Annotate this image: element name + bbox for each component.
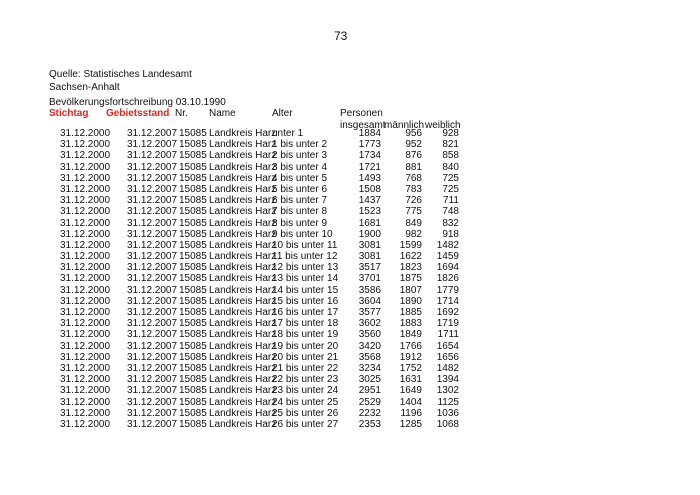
cell-weiblich: 832	[442, 217, 459, 229]
cell-weiblich: 858	[442, 150, 459, 162]
cell-alter: 11 bis unter 12	[272, 251, 338, 263]
cell-stichtag: 31.12.2000	[60, 139, 111, 151]
cell-alter: 6 bis unter 7	[272, 195, 328, 207]
page-number: 73	[334, 29, 348, 43]
cell-alter: 3 bis unter 4	[272, 161, 328, 173]
cell-weiblich: 725	[442, 172, 459, 184]
cell-name: Landkreis Harz	[209, 295, 277, 307]
cell-stichtag: 31.12.2000	[60, 385, 111, 397]
cell-maennlich: 982	[405, 228, 422, 240]
cell-nr: 15085	[179, 329, 207, 341]
cell-nr: 15085	[179, 128, 207, 139]
cell-weiblich: 1302	[436, 385, 459, 397]
table-row	[0, 195, 700, 206]
cell-alter: 21 bis unter 22	[272, 362, 339, 374]
source-note	[49, 68, 192, 94]
cell-maennlich: 952	[405, 139, 422, 151]
cell-weiblich: 1779	[436, 284, 459, 296]
cell-insgesamt: 1884	[358, 128, 381, 139]
cell-alter: 1 bis unter 2	[272, 139, 328, 151]
cell-name: Landkreis Harz	[209, 329, 277, 341]
cell-weiblich: 821	[442, 139, 459, 151]
cell-nr: 15085	[179, 340, 207, 352]
cell-weiblich: 725	[442, 183, 459, 195]
cell-insgesamt: 3602	[358, 318, 381, 330]
cell-name: Landkreis Harz	[209, 351, 277, 363]
cell-stichtag: 31.12.2000	[60, 183, 111, 195]
cell-gebietsstand: 31.12.2007	[127, 228, 178, 240]
cell-gebietsstand: 31.12.2007	[127, 284, 178, 296]
cell-name: Landkreis Harz	[209, 362, 277, 374]
table-body	[0, 128, 700, 430]
cell-stichtag: 31.12.2000	[60, 374, 111, 386]
cell-weiblich: 1459	[436, 251, 459, 263]
table-row	[0, 285, 700, 296]
cell-name: Landkreis Harz	[209, 206, 277, 218]
cell-insgesamt: 2951	[358, 385, 381, 397]
cell-name: Landkreis Harz	[209, 284, 277, 296]
cell-name: Landkreis Harz	[209, 273, 277, 285]
cell-alter: 24 bis unter 25	[272, 396, 339, 408]
cell-name: Landkreis Harz	[209, 385, 277, 397]
cell-stichtag: 31.12.2000	[60, 161, 111, 173]
cell-gebietsstand: 31.12.2007	[127, 172, 178, 184]
cell-insgesamt: 1437	[358, 195, 381, 207]
cell-name: Landkreis Harz	[209, 172, 277, 184]
cell-alter: 9 bis unter 10	[272, 228, 333, 240]
table-row	[0, 273, 700, 284]
table-row	[0, 329, 700, 340]
cell-alter: 22 bis unter 23	[272, 374, 339, 386]
cell-alter: unter 1	[272, 128, 304, 139]
cell-insgesamt: 3081	[358, 239, 381, 251]
table-row	[0, 307, 700, 318]
cell-stichtag: 31.12.2000	[60, 150, 111, 162]
cell-name: Landkreis Harz	[209, 183, 277, 195]
cell-gebietsstand: 31.12.2007	[127, 273, 178, 285]
cell-weiblich: 1068	[436, 418, 459, 430]
cell-nr: 15085	[179, 407, 207, 419]
cell-stichtag: 31.12.2000	[60, 273, 111, 285]
cell-alter: 5 bis unter 6	[272, 183, 328, 195]
header-maennlich: männlich	[384, 119, 425, 131]
cell-gebietsstand: 31.12.2007	[127, 329, 178, 341]
cell-name: Landkreis Harz	[209, 195, 277, 207]
cell-maennlich: 726	[405, 195, 422, 207]
cell-maennlich: 1849	[399, 329, 422, 341]
table-row	[0, 139, 700, 150]
cell-insgesamt: 3517	[358, 262, 381, 274]
table-row	[0, 251, 700, 262]
cell-nr: 15085	[179, 385, 207, 397]
cell-insgesamt: 1773	[358, 139, 381, 151]
cell-name: Landkreis Harz	[209, 340, 277, 352]
cell-maennlich: 1752	[399, 362, 422, 374]
cell-nr: 15085	[179, 418, 207, 430]
cell-nr: 15085	[179, 295, 207, 307]
cell-insgesamt: 3604	[358, 295, 381, 307]
cell-insgesamt: 1721	[358, 161, 381, 173]
cell-maennlich: 775	[405, 206, 422, 218]
cell-alter: 13 bis unter 14	[272, 273, 339, 285]
table-row	[0, 385, 700, 396]
cell-gebietsstand: 31.12.2007	[127, 340, 178, 352]
cell-name: Landkreis Harz	[209, 161, 277, 173]
cell-insgesamt: 1734	[358, 150, 381, 162]
cell-weiblich: 1826	[436, 273, 459, 285]
table-row	[0, 162, 700, 173]
cell-gebietsstand: 31.12.2007	[127, 206, 178, 218]
cell-stichtag: 31.12.2000	[60, 340, 111, 352]
cell-nr: 15085	[179, 284, 207, 296]
header-personen: Personen	[340, 108, 383, 119]
cell-weiblich: 748	[442, 206, 459, 218]
cell-insgesamt: 2232	[358, 407, 381, 419]
cell-weiblich: 1692	[436, 307, 459, 318]
header-alter: Alter	[272, 108, 293, 119]
cell-stichtag: 31.12.2000	[60, 228, 111, 240]
cell-nr: 15085	[179, 396, 207, 408]
cell-stichtag: 31.12.2000	[60, 307, 111, 318]
source-line: Sachsen-Anhalt	[49, 82, 120, 93]
cell-maennlich: 783	[405, 183, 422, 195]
cell-name: Landkreis Harz	[209, 228, 277, 240]
table-row	[0, 296, 700, 307]
cell-nr: 15085	[179, 262, 207, 274]
cell-weiblich: 1656	[436, 351, 459, 363]
table-row	[0, 341, 700, 352]
cell-weiblich: 1711	[437, 329, 459, 341]
cell-stichtag: 31.12.2000	[60, 295, 111, 307]
cell-weiblich: 1394	[436, 374, 459, 386]
header-insgesamt: insgesamt	[340, 119, 386, 131]
cell-weiblich: 1036	[436, 407, 459, 419]
cell-stichtag: 31.12.2000	[60, 217, 111, 229]
cell-insgesamt: 3568	[358, 351, 381, 363]
cell-maennlich: 768	[405, 172, 422, 184]
table-row	[0, 352, 700, 363]
table-row	[0, 408, 700, 419]
cell-name: Landkreis Harz	[209, 251, 277, 263]
header-nr: Nr.	[175, 108, 188, 119]
table-row	[0, 173, 700, 184]
cell-stichtag: 31.12.2000	[60, 407, 111, 419]
cell-name: Landkreis Harz	[209, 307, 277, 318]
cell-alter: 16 bis unter 17	[272, 307, 339, 318]
cell-stichtag: 31.12.2000	[60, 351, 111, 363]
cell-stichtag: 31.12.2000	[60, 418, 111, 430]
cell-alter: 20 bis unter 21	[272, 351, 339, 363]
cell-gebietsstand: 31.12.2007	[127, 385, 178, 397]
cell-maennlich: 1622	[399, 251, 422, 263]
table-row	[0, 128, 700, 139]
cell-stichtag: 31.12.2000	[60, 262, 111, 274]
cell-stichtag: 31.12.2000	[60, 239, 111, 251]
cell-insgesamt: 3560	[358, 329, 381, 341]
cell-stichtag: 31.12.2000	[60, 329, 111, 341]
cell-insgesamt: 1681	[358, 217, 381, 229]
cell-weiblich: 840	[442, 161, 459, 173]
cell-nr: 15085	[179, 217, 207, 229]
cell-insgesamt: 3234	[358, 362, 381, 374]
cell-maennlich: 1404	[399, 396, 422, 408]
cell-gebietsstand: 31.12.2007	[127, 396, 178, 408]
table-row	[0, 184, 700, 195]
cell-alter: 19 bis unter 20	[272, 340, 339, 352]
cell-alter: 15 bis unter 16	[272, 295, 339, 307]
cell-name: Landkreis Harz	[209, 318, 277, 330]
cell-alter: 26 bis unter 27	[272, 418, 339, 430]
cell-maennlich: 881	[405, 161, 422, 173]
cell-maennlich: 1823	[399, 262, 422, 274]
cell-nr: 15085	[179, 374, 207, 386]
cell-insgesamt: 1508	[358, 183, 381, 195]
header-name: Name	[209, 108, 236, 119]
table-row	[0, 374, 700, 385]
cell-alter: 8 bis unter 9	[272, 217, 328, 229]
cell-insgesamt: 3025	[358, 374, 381, 386]
cell-maennlich: 1875	[399, 273, 422, 285]
cell-gebietsstand: 31.12.2007	[127, 183, 178, 195]
cell-stichtag: 31.12.2000	[60, 251, 111, 263]
table-row	[0, 206, 700, 217]
cell-gebietsstand: 31.12.2007	[127, 262, 178, 274]
cell-nr: 15085	[179, 150, 207, 162]
cell-insgesamt: 1493	[358, 172, 381, 184]
cell-alter: 2 bis unter 3	[272, 150, 328, 162]
cell-weiblich: 1714	[436, 295, 459, 307]
cell-nr: 15085	[179, 228, 207, 240]
cell-weiblich: 1719	[436, 318, 459, 330]
cell-nr: 15085	[179, 161, 207, 173]
cell-alter: 14 bis unter 15	[272, 284, 339, 296]
cell-insgesamt: 2529	[358, 396, 381, 408]
cell-name: Landkreis Harz	[209, 217, 277, 229]
table-row	[0, 419, 700, 430]
cell-weiblich: 1694	[436, 262, 459, 274]
cell-gebietsstand: 31.12.2007	[127, 362, 178, 374]
cell-gebietsstand: 31.12.2007	[127, 418, 178, 430]
cell-gebietsstand: 31.12.2007	[127, 251, 178, 263]
cell-nr: 15085	[179, 362, 207, 374]
cell-nr: 15085	[179, 139, 207, 151]
cell-weiblich: 1482	[436, 362, 459, 374]
cell-alter: 12 bis unter 13	[272, 262, 339, 274]
header-weiblich: weiblich	[425, 119, 461, 131]
cell-nr: 15085	[179, 206, 207, 218]
cell-alter: 25 bis unter 26	[272, 407, 339, 419]
table-row	[0, 262, 700, 273]
cell-insgesamt: 3586	[358, 284, 381, 296]
source-line: Quelle: Statistisches Landesamt	[49, 69, 192, 80]
cell-gebietsstand: 31.12.2007	[127, 195, 178, 207]
cell-insgesamt: 3577	[358, 307, 381, 318]
cell-nr: 15085	[179, 251, 207, 263]
cell-insgesamt: 3420	[358, 340, 381, 352]
table-row	[0, 363, 700, 374]
cell-insgesamt: 3081	[358, 251, 381, 263]
cell-stichtag: 31.12.2000	[60, 172, 111, 184]
table-row	[0, 318, 700, 329]
cell-maennlich: 956	[405, 128, 422, 139]
cell-stichtag: 31.12.2000	[60, 284, 111, 296]
cell-gebietsstand: 31.12.2007	[127, 239, 178, 251]
table-row	[0, 240, 700, 251]
cell-maennlich: 1599	[399, 239, 422, 251]
cell-name: Landkreis Harz	[209, 128, 277, 139]
cell-alter: 7 bis unter 8	[272, 206, 328, 218]
cell-gebietsstand: 31.12.2007	[127, 139, 178, 151]
cell-gebietsstand: 31.12.2007	[127, 161, 178, 173]
cell-insgesamt: 2353	[358, 418, 381, 430]
cell-insgesamt: 1523	[358, 206, 381, 218]
cell-alter: 17 bis unter 18	[272, 318, 339, 330]
cell-alter: 23 bis unter 24	[272, 385, 339, 397]
cell-maennlich: 1890	[399, 295, 422, 307]
header-gebietsstand: Gebietsstand	[106, 108, 170, 119]
table-row	[0, 218, 700, 229]
cell-nr: 15085	[179, 307, 207, 318]
table-row	[0, 229, 700, 240]
cell-gebietsstand: 31.12.2007	[127, 150, 178, 162]
cell-maennlich: 849	[405, 217, 422, 229]
cell-maennlich: 1912	[399, 351, 422, 363]
cell-gebietsstand: 31.12.2007	[127, 407, 178, 419]
cell-name: Landkreis Harz	[209, 407, 277, 419]
cell-weiblich: 1654	[436, 340, 459, 352]
cell-name: Landkreis Harz	[209, 418, 277, 430]
cell-name: Landkreis Harz	[209, 139, 277, 151]
cell-insgesamt: 1900	[358, 228, 381, 240]
cell-gebietsstand: 31.12.2007	[127, 217, 178, 229]
cell-name: Landkreis Harz	[209, 239, 277, 251]
cell-gebietsstand: 31.12.2007	[127, 374, 178, 386]
cell-nr: 15085	[179, 239, 207, 251]
cell-nr: 15085	[179, 195, 207, 207]
cell-maennlich: 1807	[399, 284, 422, 296]
cell-maennlich: 876	[405, 150, 422, 162]
cell-gebietsstand: 31.12.2007	[127, 128, 178, 139]
table-row	[0, 150, 700, 161]
cell-stichtag: 31.12.2000	[60, 318, 111, 330]
cell-gebietsstand: 31.12.2007	[127, 351, 178, 363]
cell-weiblich: 1125	[437, 396, 459, 408]
cell-stichtag: 31.12.2000	[60, 362, 111, 374]
cell-maennlich: 1766	[399, 340, 422, 352]
cell-name: Landkreis Harz	[209, 262, 277, 274]
cell-maennlich: 1883	[399, 318, 422, 330]
cell-maennlich: 1196	[400, 407, 422, 419]
cell-nr: 15085	[179, 183, 207, 195]
cell-alter: 4 bis unter 5	[272, 172, 328, 184]
cell-gebietsstand: 31.12.2007	[127, 295, 178, 307]
cell-weiblich: 928	[442, 128, 459, 139]
cell-nr: 15085	[179, 318, 207, 330]
cell-alter: 10 bis unter 11	[272, 239, 338, 251]
cell-stichtag: 31.12.2000	[60, 128, 111, 139]
cell-weiblich: 1482	[436, 239, 459, 251]
cell-name: Landkreis Harz	[209, 396, 277, 408]
cell-stichtag: 31.12.2000	[60, 396, 111, 408]
cell-maennlich: 1649	[399, 385, 422, 397]
cell-maennlich: 1285	[399, 418, 422, 430]
cell-weiblich: 711	[443, 195, 459, 207]
cell-gebietsstand: 31.12.2007	[127, 307, 178, 318]
cell-nr: 15085	[179, 351, 207, 363]
cell-stichtag: 31.12.2000	[60, 195, 111, 207]
cell-alter: 18 bis unter 19	[272, 329, 339, 341]
cell-nr: 15085	[179, 273, 207, 285]
cell-stichtag: 31.12.2000	[60, 206, 111, 218]
header-stichtag: Stichtag	[49, 108, 89, 119]
cell-nr: 15085	[179, 172, 207, 184]
cell-gebietsstand: 31.12.2007	[127, 318, 178, 330]
table-subtitle: Bevölkerungsfortschreibung 03.10.1990	[49, 97, 226, 108]
cell-name: Landkreis Harz	[209, 374, 277, 386]
cell-insgesamt: 3701	[358, 273, 381, 285]
cell-name: Landkreis Harz	[209, 150, 277, 162]
table-row	[0, 397, 700, 408]
cell-weiblich: 918	[442, 228, 459, 240]
cell-maennlich: 1631	[399, 374, 422, 386]
cell-maennlich: 1885	[399, 307, 422, 318]
